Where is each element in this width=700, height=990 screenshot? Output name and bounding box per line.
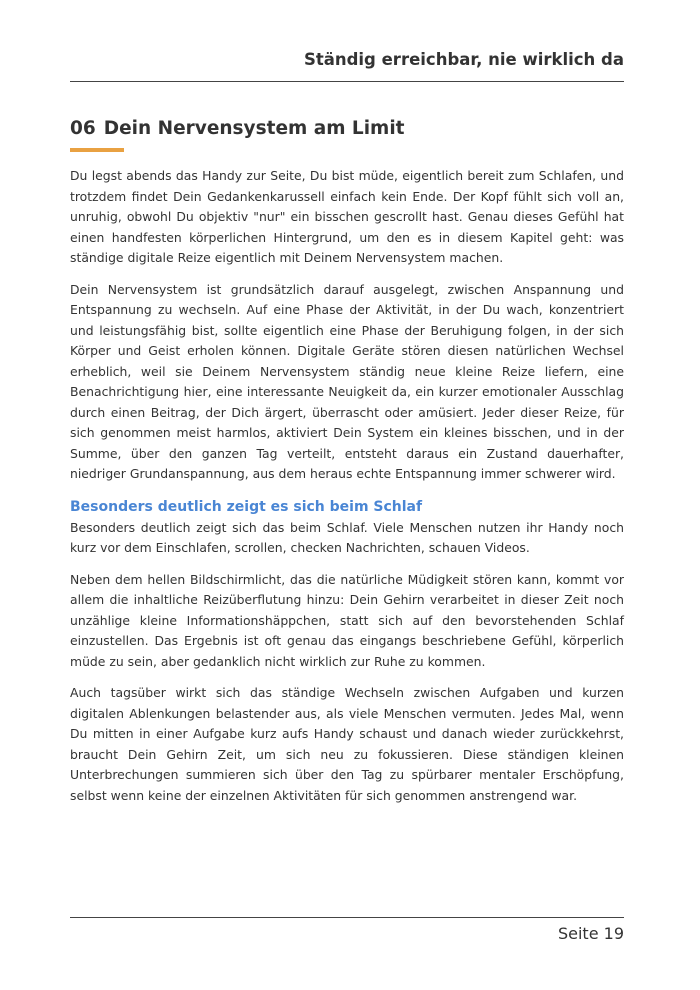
chapter-number: 06 (70, 118, 96, 139)
running-header: Ständig erreichbar, nie wirklich da (303, 50, 624, 69)
body-paragraph: Auch tagsüber wirkt sich das ständige Wechseln zwischen Aufgaben und kurzen digitalen Ablenkungen belastender aus, als viele Menschen vermuten. Jedes Mal, wenn Du mitten in einer Aufgabe kurz aufs Handy schaust und danach wieder zurückkehrst, braucht Dein Gehirn Zeit, um sich neu zu fokussieren. Diese ständigen kleinen Unterbrechungen summieren sich über den Tag zu spürbarer mentaler Erschöpfung, selbst wenn keine der einzelnen Aktivitäten für sich genommen anstrengend war. (70, 685, 624, 803)
page-number: Seite 19 (557, 924, 624, 943)
section-heading: Besonders deutlich zeigt es sich beim Schlaf (70, 498, 423, 515)
footer-divider (70, 917, 624, 918)
body-paragraph: Dein Nervensystem ist grundsätzlich darauf ausgelegt, zwischen Anspannung und Entspannung zu wechseln. Auf eine Phase der Aktivität, in der Du wach, konzentriert und leistungsfähig bist, sollte eigentlich eine Phase der Beruhigung folgen, in der sich Körper und Geist erholen können. Digitale Geräte stören diesen natürlichen Wechsel erheblich, weil sie Deinem Nervensystem ständig neue kleine Reize liefern, eine Benachrichtigung hier, eine interessante Neuigkeit da, ein kurzer emotionaler Ausschlag durch einen Beitrag, der Dich ärgert, überrascht oder amüsiert. Jeder dieser Reize, für sich genommen meist harmlos, aktiviert Dein System ein kleines bisschen, und in der Summe, über den ganzen Tag verteilt, entsteht daraus ein Zustand dauerhafter, niedriger Grundanspannung, aus dem heraus echte Entspannung immer schwerer wird. (70, 281, 624, 481)
chapter-title-text: Dein Nervensystem am Limit (103, 118, 405, 139)
title-accent-bar (70, 148, 124, 152)
body-paragraph: Du legst abends das Handy zur Seite, Du bist müde, eigentlich bereit zum Schlafen, und trotzdem findet Dein Gedankenkarussell einfach kein Ende. Der Kopf fühlt sich voll an, unruhig, obwohl Du objektiv "nur" ein bisschen gescrollt hast. Genau dieses Gefühl hat einen handfesten körperlichen Hintergrund, um den es in diesem Kapitel geht: was ständige digitale Reize eigentlich mit Deinem Nervensystem machen. (70, 168, 624, 265)
header-divider (70, 81, 624, 82)
chapter-title (70, 118, 405, 139)
body-paragraph: Neben dem hellen Bildschirmlicht, das die natürliche Müdigkeit stören kann, kommt vor allem die inhaltliche Reizüberflutung hinzu: Dein Gehirn verarbeitet in dieser Zeit noch unzählige kleine Informationshäppchen, statt sich auf den bevorstehenden Schlaf einzustellen. Das Ergebnis ist oft genau das eingangs beschriebene Gefühl, körperlich müde zu sein, aber gedanklich nicht wirklich zur Ruhe zu kommen. (70, 571, 624, 669)
body-content (70, 166, 624, 817)
body-paragraph: Besonders deutlich zeigt sich das beim Schlaf. Viele Menschen nutzen ihr Handy noch kurz vor dem Einschlafen, scrollen, checken Nachrichten, schauen Videos. (70, 519, 624, 555)
